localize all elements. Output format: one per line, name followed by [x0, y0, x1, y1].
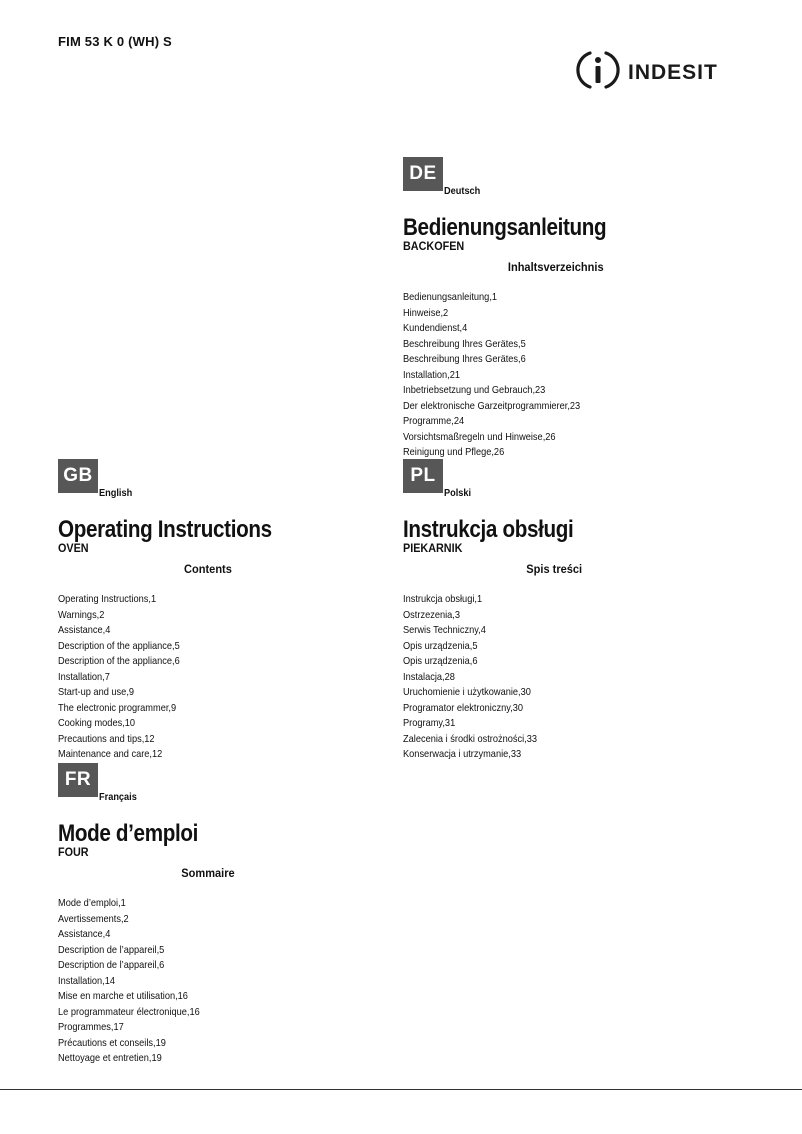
toc-item: Der elektronische Garzeitprogrammierer,23 — [403, 399, 581, 412]
toc-item: Operating Instructions,1 — [58, 593, 157, 605]
toc-item: Maintenance and care,12 — [58, 748, 163, 760]
toc-item: Programator elektroniczny,30 — [403, 701, 524, 714]
toc-item: The electronic programmer,9 — [58, 701, 177, 714]
section-pl — [403, 459, 663, 763]
toc-item: Assistance,4 — [58, 928, 111, 940]
toc-item: Programme,24 — [403, 415, 465, 427]
toc-item: Inbetriebsetzung und Gebrauch,23 — [403, 384, 546, 396]
language-badge-fr: FR — [58, 763, 98, 797]
toc-item: Konserwacja i utrzymanie,33 — [403, 748, 522, 760]
section-fr — [58, 763, 318, 1067]
brand-wordmark: INDESIT — [628, 61, 718, 84]
language-badge-pl: PL — [403, 459, 443, 493]
toc-item: Installation,21 — [403, 368, 461, 381]
title-gb: Operating Instructions — [58, 516, 272, 543]
contents-heading-de: Inhaltsverzeichnis — [507, 260, 604, 274]
toc-item: Reinigung und Pflege,26 — [403, 446, 505, 458]
toc-item: Hinweise,2 — [403, 306, 449, 319]
subtitle-pl: PIEKARNIK — [403, 541, 463, 555]
contents-heading-fr: Sommaire — [181, 866, 235, 880]
toc-list-de — [403, 290, 663, 461]
language-name-de: Deutsch — [444, 186, 481, 197]
toc-item: Mise en marche et utilisation,16 — [58, 990, 188, 1002]
toc-item: Uruchomienie i użytkowanie,30 — [403, 686, 531, 698]
language-badge-de: DE — [403, 157, 443, 191]
indesit-logo — [576, 50, 736, 90]
toc-item: Bedienungsanleitung,1 — [403, 291, 498, 303]
toc-item: Cooking modes,10 — [58, 717, 136, 729]
toc-item: Precautions and tips,12 — [58, 732, 155, 745]
toc-item: Ostrzezenia,3 — [403, 608, 461, 621]
toc-item: Description of the appliance,5 — [58, 639, 180, 652]
title-pl: Instrukcja obsługi — [403, 516, 574, 543]
toc-item: Installation,14 — [58, 974, 116, 987]
toc-item: Avertissements,2 — [58, 912, 129, 925]
contents-heading-pl: Spis treści — [526, 562, 583, 576]
language-badge-gb: GB — [58, 459, 98, 493]
title-fr: Mode d’emploi — [58, 820, 199, 847]
toc-item: Précautions et conseils,19 — [58, 1036, 166, 1049]
toc-item: Description de l’appareil,6 — [58, 959, 165, 971]
section-gb — [58, 459, 318, 763]
toc-item: Description of the appliance,6 — [58, 655, 180, 667]
language-name-gb: English — [99, 488, 133, 499]
toc-item: Mode d’emploi,1 — [58, 897, 126, 909]
toc-item: Opis urządzenia,5 — [403, 639, 478, 652]
toc-item: Installation,7 — [58, 670, 110, 683]
toc-item: Beschreibung Ihres Gerätes,5 — [403, 337, 526, 350]
toc-list-fr — [58, 896, 318, 1067]
subtitle-de: BACKOFEN — [403, 239, 465, 253]
toc-item: Start-up and use,9 — [58, 686, 135, 698]
toc-list-pl — [403, 592, 663, 763]
toc-item: Vorsichtsmaßregeln und Hinweise,26 — [403, 430, 556, 443]
toc-item: Zalecenia i środki ostrożności,33 — [403, 732, 538, 745]
toc-item: Kundendienst,4 — [403, 322, 468, 334]
toc-item: Le programmateur électronique,16 — [58, 1005, 200, 1018]
toc-item: Nettoyage et entretien,19 — [58, 1052, 162, 1064]
toc-item: Opis urządzenia,6 — [403, 655, 478, 667]
subtitle-gb: OVEN — [58, 541, 89, 555]
language-name-pl: Polski — [444, 488, 472, 499]
contents-heading-gb: Contents — [184, 562, 232, 576]
model-number: FIM 53 K 0 (WH) S — [58, 34, 172, 49]
toc-item: Assistance,4 — [58, 624, 111, 636]
toc-item: Beschreibung Ihres Gerätes,6 — [403, 353, 526, 365]
toc-item: Instrukcja obsługi,1 — [403, 593, 483, 605]
toc-item: Programmes,17 — [58, 1021, 124, 1033]
toc-list-gb — [58, 592, 318, 763]
toc-item: Serwis Techniczny,4 — [403, 624, 486, 636]
subtitle-fr: FOUR — [58, 845, 89, 859]
toc-item: Warnings,2 — [58, 608, 105, 621]
section-de — [403, 157, 663, 461]
language-name-fr: Français — [99, 792, 137, 803]
toc-item: Description de l’appareil,5 — [58, 943, 165, 956]
title-de: Bedienungsanleitung — [403, 214, 607, 241]
footer-divider — [0, 1089, 802, 1090]
toc-item: Instalacja,28 — [403, 670, 455, 683]
toc-item: Programy,31 — [403, 717, 456, 729]
